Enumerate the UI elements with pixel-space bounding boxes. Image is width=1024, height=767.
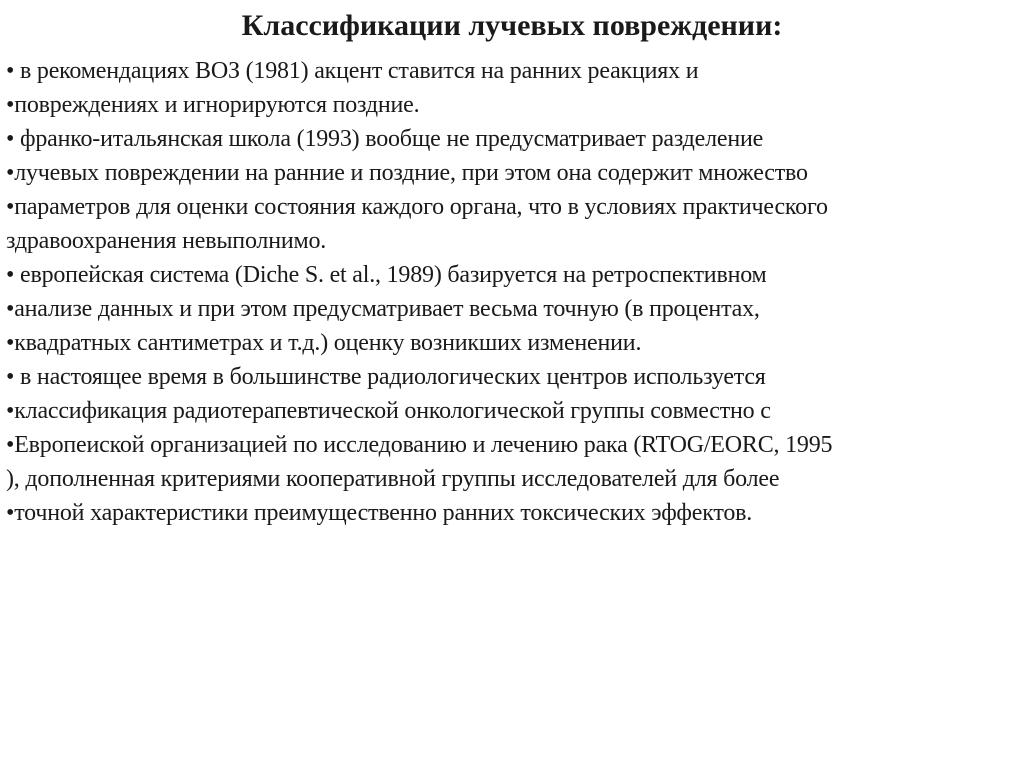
text-line bbox=[6, 326, 1018, 360]
text-line-content: •Европеиской организацией по исследованию и лечению рака (RTOG/EORC, 1995 bbox=[6, 432, 833, 458]
text-line-content: •параметров для оценки состояния каждого органа, что в условиях практического bbox=[6, 194, 828, 220]
text-line-content: •лучевых повреждении на ранние и поздние, при этом она содержит множество bbox=[6, 160, 808, 186]
text-line bbox=[6, 292, 1018, 326]
text-line bbox=[6, 360, 1018, 394]
text-line bbox=[6, 394, 1018, 428]
text-line bbox=[6, 88, 1018, 122]
text-line-content: •классификация радиотерапевтической онкологической группы совместно с bbox=[6, 398, 771, 424]
text-line bbox=[6, 156, 1018, 190]
text-line-content: •квадратных сантиметрах и т.д.) оценку возникших изменении. bbox=[6, 330, 642, 356]
text-line bbox=[6, 496, 1018, 530]
text-line bbox=[6, 462, 1018, 496]
slide-title: Классификации лучевых повреждении: bbox=[241, 9, 783, 42]
text-line bbox=[6, 258, 1018, 292]
text-line-content: •повреждениях и игнорируются поздние. bbox=[6, 92, 420, 118]
text-line-content: • европейская система (Diche S. et al., 1989) базируется на ретроспективном bbox=[6, 262, 767, 288]
text-line bbox=[6, 54, 1018, 88]
slide-body bbox=[6, 54, 1018, 530]
text-line-content: ), дополненная критериями кооперативной группы исследователей для более bbox=[6, 466, 780, 492]
text-line-content: • в рекомендациях ВОЗ (1981) акцент ставится на ранних реакциях и bbox=[6, 58, 699, 84]
text-line-content: • франко-итальянская школа (1993) вообще не предусматривает разделение bbox=[6, 126, 764, 152]
text-line-content: •точной характеристики преимущественно ранних токсических эффектов. bbox=[6, 500, 753, 526]
text-line bbox=[6, 122, 1018, 156]
text-line bbox=[6, 224, 1018, 258]
text-line bbox=[6, 190, 1018, 224]
text-line-content: здравоохранения невыполнимо. bbox=[6, 228, 327, 254]
text-line-content: • в настоящее время в большинстве радиологических центров используется bbox=[6, 364, 766, 390]
text-line bbox=[6, 428, 1018, 462]
text-line-content: •анализе данных и при этом предусматривает весьма точную (в процентах, bbox=[6, 296, 760, 322]
